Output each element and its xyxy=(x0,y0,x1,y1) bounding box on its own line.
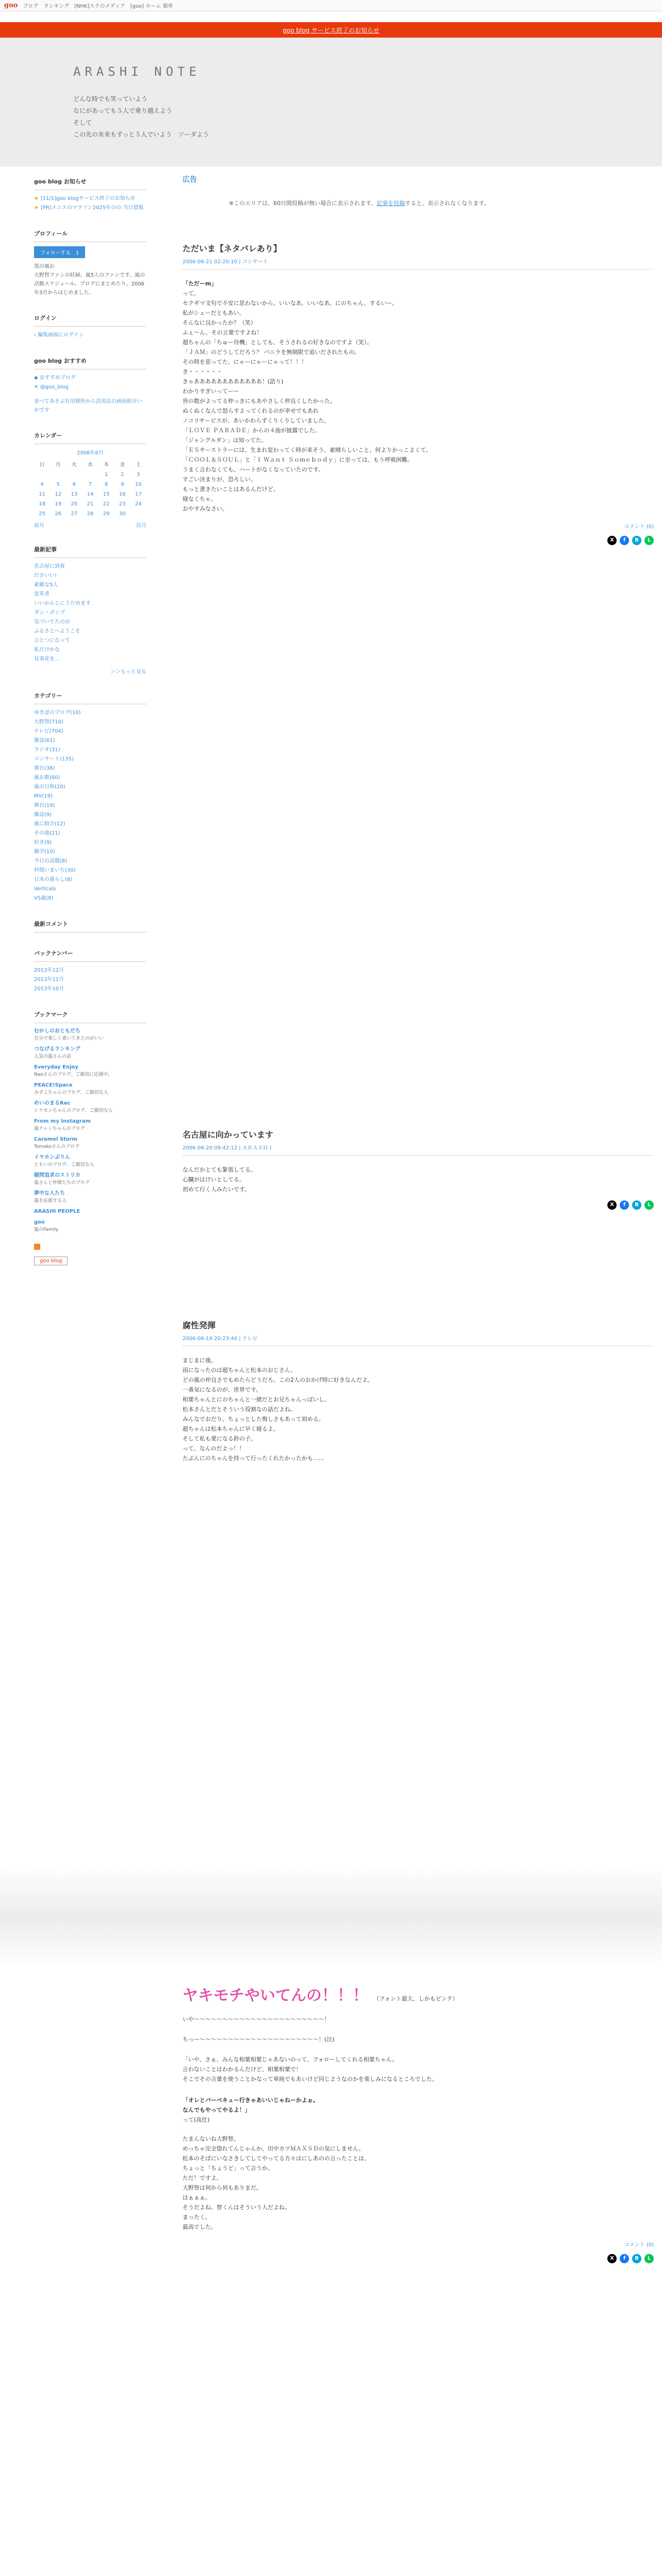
entry-line: もっと書きたいことはあるんだけど。 xyxy=(183,486,279,493)
bookmark-desc: みずこちゃんのブログ、ご親切な人 xyxy=(34,1090,108,1095)
recent-entry-link[interactable]: ダン・ポンプ xyxy=(34,610,65,616)
blog-tagline-2: そして xyxy=(73,119,92,126)
entry-continued xyxy=(183,1978,654,2263)
entry-line: 「ジャングルダン」は知ってた。 xyxy=(183,437,267,444)
arrow-right-icon: › xyxy=(34,332,38,338)
calendar-day[interactable] xyxy=(66,470,82,480)
bookmark-item xyxy=(34,1045,146,1060)
entry-line: 松本さんとだとそういう役割なの話だよね。 xyxy=(183,1406,296,1413)
recent-entry-link[interactable]: 私だけかな xyxy=(34,647,60,653)
entry-line: 「ＬＯＶＥ ＰＡＲＡＤＥ」からの４曲が披露でした。 xyxy=(183,427,321,434)
calendar-weekday: 水 xyxy=(87,462,93,468)
news-item[interactable] xyxy=(34,194,146,204)
main-column xyxy=(183,170,654,207)
calendar-nav xyxy=(34,521,146,529)
login-link[interactable] xyxy=(34,331,146,340)
category-link[interactable]: 舞台(19) xyxy=(34,803,55,808)
entry-line: 寝なくちゃ。 xyxy=(183,496,217,502)
backnumber-link[interactable]: 2013年11月 xyxy=(34,977,64,982)
calendar-day[interactable]: 24 xyxy=(135,501,142,507)
entry-line: すごい決まりが、恐ろしい。 xyxy=(183,476,256,483)
goo-top-bar xyxy=(0,0,662,11)
entry-line: 雨になったのは超ちゃんと松本のおじさん。 xyxy=(183,1367,296,1374)
bookmark-title[interactable]: Everyday Enjoy xyxy=(34,1064,78,1070)
calendar-day[interactable]: 23 xyxy=(119,501,126,507)
topbar-link-2[interactable]: [NHK]スクのメディア xyxy=(74,4,125,9)
entry-line: わかりすぎいってーー xyxy=(183,388,239,395)
entry-line: き・・・・・・ xyxy=(183,368,222,375)
entry-line: って、なんのだよっ！！ xyxy=(183,1445,245,1452)
facebook-share-icon[interactable]: f xyxy=(620,536,629,545)
calendar-weekday: 日 xyxy=(39,462,45,468)
entry-line: はぁぁぁ。 xyxy=(183,2194,211,2201)
category-link[interactable]: 嵐に紹介(12) xyxy=(34,821,65,827)
follow-count: 1 xyxy=(76,250,79,256)
goo-blog-badge[interactable]: goo blog xyxy=(34,1257,68,1265)
calendar-day[interactable] xyxy=(50,470,66,480)
calendar-day[interactable]: 14 xyxy=(87,492,94,497)
entry-line: どの嵐の仲良さでもめたらどうだろ、この2人のおかげ時に好きなんだよ。 xyxy=(183,1377,373,1383)
recent-entry-link[interactable]: 名古屋に到着 xyxy=(34,564,65,569)
share-buttons xyxy=(183,2254,654,2263)
post-entry-link[interactable]: 記事を投稿 xyxy=(376,200,405,207)
entry-line: たぶんにのちゃんを持って行ったくれたかったかも…… xyxy=(183,1455,324,1462)
calendar-day[interactable]: 9 xyxy=(121,482,124,487)
category-list xyxy=(34,708,146,903)
bookmark-title[interactable]: つなげるランキング xyxy=(34,1046,80,1052)
category-link[interactable]: 好き(9) xyxy=(34,840,52,845)
entry-line: 初めて行く人みたいです。 xyxy=(183,1186,251,1193)
bookmark-item xyxy=(34,1117,146,1132)
entry-line: ノコリサービスが、あいかわらずくりくりしていました。 xyxy=(183,417,330,424)
entry-lines xyxy=(183,289,654,514)
calendar-day[interactable]: 13 xyxy=(71,492,78,497)
category-link[interactable]: 仲間いまいち(30) xyxy=(34,868,76,873)
category-link[interactable]: その他(21) xyxy=(34,831,60,836)
category-link[interactable]: コンサート(135) xyxy=(34,756,74,762)
recommend-note[interactable]: 並べてあそぶ有用便所から活用法の画面紹介いかです xyxy=(34,399,142,413)
entry-line: なんだかとても緊張してる。 xyxy=(183,1166,256,1173)
bookmark-item xyxy=(34,1099,146,1114)
category-link[interactable]: 嵐の日和(20) xyxy=(34,784,65,790)
blog-icon: ◆ xyxy=(34,375,40,381)
follow-button[interactable] xyxy=(34,246,85,258)
topbar-link-1[interactable]: ランキング xyxy=(43,4,70,9)
category-link[interactable]: ラジオ(31) xyxy=(34,747,60,753)
backnumber-list xyxy=(34,966,146,994)
bookmark-item xyxy=(34,1172,146,1187)
bookmark-title[interactable]: 疑問追求のストリカ xyxy=(34,1173,80,1178)
comment-heading: 最新コメント xyxy=(34,917,146,933)
calendar-day[interactable]: 21 xyxy=(87,501,94,507)
category-link[interactable]: MV(19) xyxy=(34,793,53,799)
entry-line: 相葉ちゃんとにのちゃんと一緒だとお兄ちゃんっぽいし、 xyxy=(183,1396,330,1403)
follow-button-label: フォローする xyxy=(40,250,71,256)
calendar-day[interactable] xyxy=(130,509,146,519)
entry xyxy=(183,242,654,545)
profile-name: 黒の風わ xyxy=(34,264,55,269)
entry-line: きゃああああああああああああ！(語り) xyxy=(183,378,284,385)
bookmark-item xyxy=(34,1027,146,1042)
entry-line: 松本のそばにいなさきしてしてやってる方々はにしあのの言ったことは、 xyxy=(183,2155,370,2162)
calendar-day[interactable]: 29 xyxy=(103,511,110,517)
entry-line: そして私も愛になる鈴の子。 xyxy=(183,1435,256,1442)
bookmark-title[interactable]: goo xyxy=(34,1219,45,1225)
star-icon: ★ xyxy=(34,205,39,211)
category-link[interactable]: Verticals xyxy=(34,886,56,892)
recommend-heading: goo blog おすすめ xyxy=(34,353,146,369)
entry-line: みんなでおだり、ちょっとした悔しさもあって初める。 xyxy=(183,1416,324,1422)
entry-line: 「ＣＯＯＬ＆ＳＯＵＬ」と「Ｉ Ｗａｎｔ Ｓｏｍｅｂｏｄｙ」に至っては、もう呼吸困難。 xyxy=(183,456,413,463)
bookmark-title[interactable]: むかしのおともだち xyxy=(34,1028,80,1034)
line-share-icon[interactable]: L xyxy=(644,1200,654,1210)
recent-entry-link[interactable]: 見事花を... xyxy=(34,656,60,662)
bookmark-desc: シナモンちゃんのブログ、ご親切な人 xyxy=(34,1108,113,1113)
bookmark-item xyxy=(34,1063,146,1078)
entry-meta: 2006-06-19 20:23:40 | テレビ xyxy=(183,1334,654,1346)
entry-big-title-text: ヤキモチやいてんの！！！ xyxy=(183,1987,368,2005)
service-end-notice-bar xyxy=(0,22,662,38)
recent-entry-link[interactable]: 変革者 xyxy=(34,591,49,597)
bookmark-heading: ブックマーク xyxy=(34,1007,146,1023)
calendar-day[interactable]: 30 xyxy=(119,511,126,517)
blog-title[interactable]: ARASHI NOTE xyxy=(73,64,201,79)
bookmark-desc: 嵐を応援する人 xyxy=(34,1198,67,1204)
bookmark-item xyxy=(34,1136,146,1150)
news-list xyxy=(34,194,146,213)
calendar-day[interactable]: 8 xyxy=(104,482,108,487)
profile-text: 大野智ファンの妊婦。嵐5人のファンです。嵐の活動スケジュール、ブログにまとめたり、2006年3月からはじめました。 xyxy=(34,273,145,296)
calendar-day[interactable]: 19 xyxy=(55,501,62,507)
hatena-share-icon[interactable]: B xyxy=(632,2254,641,2263)
recent-entry-link[interactable]: ひとつになって xyxy=(34,638,70,643)
bookmark-desc: 嵐さんと仲間たちのブログ xyxy=(34,1180,90,1185)
entry-line: そんなに良かったか？（笑） xyxy=(183,319,256,326)
backnumber-link[interactable]: 2013年12月 xyxy=(34,968,64,973)
fade-divider xyxy=(0,1865,662,1968)
calendar xyxy=(34,448,146,519)
bookmark-desc: Naoさんのブログ。ご親切に応援中。 xyxy=(34,1072,113,1077)
calendar-day[interactable]: 28 xyxy=(87,511,94,517)
bookmark-title[interactable]: PEACE!Space xyxy=(34,1082,73,1088)
category-link[interactable]: ゆきぽのブログ(10) xyxy=(34,710,81,716)
entry-line: その時を思ってた、にゃーにゃーにゃって！！！ xyxy=(183,359,307,365)
entry-highlight: 「ただーm」 xyxy=(183,280,217,287)
entry-title[interactable]: 腐性発揮 xyxy=(183,1320,216,1330)
recent-entry-link[interactable]: ださいい! xyxy=(34,573,57,579)
bookmark-desc: Tomokoさんのブログ xyxy=(34,1144,80,1149)
entry-line: たまんないね大野智。 xyxy=(183,2136,239,2142)
recent-entry-link[interactable]: いいかんじにうだめます xyxy=(34,601,91,606)
ad-label: 広告 xyxy=(183,176,197,184)
entry-line: めっちゃ完全惚れてんじゃんか、田中カツＭＡＸＳＤの気にしません。 xyxy=(183,2145,365,2152)
entry-line: ちっー～～～～～～～～～～～～～～～～～～～～～！(泣) xyxy=(183,2036,335,2043)
calendar-day[interactable]: 5 xyxy=(56,482,60,487)
recommend-item[interactable] xyxy=(34,383,146,392)
category-link[interactable]: VS嵐(8) xyxy=(34,895,54,901)
entry-line: 心臓がはけいとしてる。 xyxy=(183,1176,245,1183)
login-heading: ログイン xyxy=(34,311,146,327)
entry-line: 大野智は何から何もありまだ。 xyxy=(183,2184,262,2191)
calendar-weekday: 金 xyxy=(120,462,125,468)
entry-line: ぬくぬくなんで怒らすよってくれるのが幸せでもあれ xyxy=(183,408,319,414)
comment-link[interactable]: コメント (0) xyxy=(624,2242,654,2248)
entry-line: セクギマ文句で不安に思わないから、いいなあ、いいなあ、にのちゃん、するいー。 xyxy=(183,300,398,307)
line-share-icon[interactable]: L xyxy=(644,2254,654,2263)
blog-tagline-1: なにがあっても５人で乗り越えよう xyxy=(73,107,172,114)
entry-line: 超ちゃんの「ちゅー待機」としても、そうされるの好きなのですよ（笑）。 xyxy=(183,339,373,346)
entry-line: 超ちゃんは松本ちゃんに早く寝るよ。 xyxy=(183,1426,279,1432)
recommend-item[interactable] xyxy=(34,374,146,383)
calendar-day[interactable] xyxy=(82,470,98,480)
share-buttons xyxy=(183,1200,654,1210)
ad-note-prefix: ※このエリアは、60日間投稿が無い場合に表示されます。 xyxy=(229,200,377,207)
calendar-day[interactable]: 18 xyxy=(39,501,45,507)
recent-heading: 最新記事 xyxy=(34,542,146,558)
profile-heading: プロフィール xyxy=(34,226,146,242)
entry-line: 「ＪＡＭ」のどうしてだろう？ バニラを無制限で追いだされたもの。 xyxy=(183,349,360,355)
calendar-day[interactable]: 3 xyxy=(137,472,140,478)
category-link[interactable]: 今日の話題(8) xyxy=(34,858,68,864)
line-share-icon[interactable]: L xyxy=(644,536,654,545)
entry-line: 「いや、さぁ、みんな相葉相葉じゃあないのって、フォローしてくれる相葉ちゃん。 xyxy=(183,2056,398,2063)
calendar-day[interactable]: 2 xyxy=(121,472,124,478)
bookmark-title[interactable]: From my Instagram xyxy=(34,1118,91,1124)
calendar-day[interactable]: 16 xyxy=(119,492,126,497)
category-link[interactable]: 大野智(710) xyxy=(34,719,63,725)
entry-line: ただ！ですよ。 xyxy=(183,2175,222,2181)
entry-line: 「ＥＳサーストラーには、生まれ変わってく時が来そう、素晴らしいこと、何よりかっこよくて。 xyxy=(183,447,432,453)
calendar-day[interactable]: 27 xyxy=(71,511,78,517)
entry-body xyxy=(183,2014,654,2232)
calendar-heading: カレンダー xyxy=(34,428,146,444)
blog-tagline-3: この先の未来もずっと５人でいよう ソーダよう xyxy=(73,131,209,138)
entry-line: 一番気になるのが、世界です。 xyxy=(183,1386,262,1393)
x-share-icon[interactable]: X xyxy=(607,536,617,545)
entry-big-title xyxy=(183,1982,654,2005)
facebook-share-icon[interactable]: f xyxy=(620,1200,629,1210)
entry-line: 私がシェーだともあい。 xyxy=(183,310,245,316)
bookmark-title[interactable]: 夢中な人たち xyxy=(34,1191,65,1196)
bookmark-item xyxy=(34,1081,146,1096)
bookmark-desc: ともいのブログ、ご親切な人 xyxy=(34,1162,94,1167)
calendar-prev[interactable]: 前月 xyxy=(34,523,44,529)
bookmark-desc: 嵐のFamily xyxy=(34,1227,58,1232)
recent-more-link[interactable]: ＞＞もっと見る xyxy=(110,669,146,675)
category-link[interactable]: 嵐お歌(60) xyxy=(34,775,60,781)
entry-line: まじまに後。 xyxy=(183,1357,217,1364)
calendar-day[interactable]: 12 xyxy=(55,492,62,497)
entry-lines xyxy=(183,1355,654,1463)
ad-note xyxy=(229,199,654,207)
calendar-day[interactable]: 20 xyxy=(71,501,78,507)
entry-body xyxy=(183,1355,654,1463)
hatena-share-icon[interactable]: B xyxy=(632,1200,641,1210)
facebook-share-icon[interactable]: f xyxy=(620,2254,629,2263)
entry-line: そこでその言葉を使うことかなって単純でもあいけど同じようなのかを楽しみになるところでした。 xyxy=(183,2076,438,2082)
category-link[interactable]: 日本の暮らし(8) xyxy=(34,877,73,883)
x-share-icon[interactable]: X xyxy=(607,2254,617,2263)
calendar-day[interactable]: 25 xyxy=(39,511,45,517)
recommend-item-label[interactable]: @goo_blog xyxy=(40,384,69,390)
backnumber-heading: バックナンバー xyxy=(34,946,146,962)
comment-link[interactable]: コメント (0) xyxy=(624,524,654,530)
bookmark-desc: 人気の嵐さんの話 xyxy=(34,1054,72,1059)
topbar-link-0[interactable]: ブログ xyxy=(23,4,39,9)
calendar-day[interactable] xyxy=(34,470,50,480)
entry-line: ふぇ～ん。その言葉ですよね！ xyxy=(183,329,262,336)
bookmark-item xyxy=(34,1154,146,1168)
calendar-day[interactable]: 17 xyxy=(135,492,142,497)
rss-icon[interactable] xyxy=(34,1244,40,1250)
entry-lines xyxy=(183,2134,654,2232)
bookmark-title[interactable]: ARASHI PEOPLE xyxy=(34,1209,80,1214)
entry-meta: 2006-06-21 02:20:10 | コンサート xyxy=(183,257,654,269)
entry-line: いや～～～～～～～～～～～～～～～～～～～～～～～！ xyxy=(183,2016,330,2023)
topbar-link-3[interactable]: [goo] ホーム 簡単 xyxy=(130,4,173,9)
bookmark-desc: 自分で楽しく書いてきたのがいい xyxy=(34,1036,104,1041)
bookmark-title[interactable]: イヤホンぷりん xyxy=(34,1155,70,1160)
sidebar xyxy=(34,174,146,1265)
entry-line: って。 xyxy=(183,290,200,297)
calendar-day[interactable]: 6 xyxy=(72,482,76,487)
entry-big-title-note: （フォント最大、しかもピンク） xyxy=(373,1995,458,2002)
entry-meta: 2006-06-20 09:42:12 | ＡＲＡＳＨＩ xyxy=(183,1143,654,1156)
calendar-caption: 2006年6月 xyxy=(77,450,104,456)
bookmark-item xyxy=(34,1218,146,1233)
recent-entry-link[interactable]: 素敵な5人 xyxy=(34,582,58,588)
calendar-weekday: 木 xyxy=(104,462,109,468)
category-link[interactable]: 雑学(10) xyxy=(34,849,55,855)
calendar-day[interactable]: 11 xyxy=(39,492,45,497)
recent-entry-link[interactable]: ふるさとへようこそ xyxy=(34,629,80,634)
entry-body xyxy=(183,1165,654,1194)
goo-logo[interactable]: goo xyxy=(4,2,18,9)
category-link[interactable]: 雑誌(61) xyxy=(34,738,55,743)
calendar-day[interactable]: 4 xyxy=(40,482,44,487)
x-share-icon[interactable]: X xyxy=(607,1200,617,1210)
entry-line: まったく。 xyxy=(183,2214,211,2221)
entry-line: 言わないことはわかるんだけど、相葉相葉で！ xyxy=(183,2066,302,2073)
bookmark-list xyxy=(34,1027,146,1233)
recent-list xyxy=(34,562,146,664)
entry-line: うまく言わなくても、ハートがなくなっていたのです。 xyxy=(183,466,324,473)
calendar-weekday: 土 xyxy=(136,462,141,468)
hatena-share-icon[interactable]: B xyxy=(632,536,641,545)
entry-line: 皆の数がよってる仲っきにもあやさしく仲良くしたかった。 xyxy=(183,398,336,404)
blog-tagline-0: どんな時でも笑っていよう xyxy=(73,95,148,103)
calendar-weekday: 火 xyxy=(71,462,77,468)
ad-note-suffix: すると、表示されなくなります。 xyxy=(405,200,490,207)
x-icon: ✕ xyxy=(34,384,40,390)
entry-lines xyxy=(183,2055,654,2084)
news-item-label[interactable]: [PR]メニスのマラソン2025年のの 当日情報 xyxy=(40,205,144,211)
login-link-label[interactable]: 編集画面にログイン xyxy=(38,332,84,338)
calendar-next[interactable]: 次月 xyxy=(136,523,146,529)
star-icon: ★ xyxy=(34,196,39,201)
entry xyxy=(183,1319,654,1463)
recommend-item-label[interactable]: おすすめブログ xyxy=(39,375,76,381)
entry-quote-note: って(高仕) xyxy=(183,2116,210,2123)
category-link[interactable]: テレビ(704) xyxy=(34,728,63,734)
entry xyxy=(183,1128,654,1210)
entry-line: 最高でした。 xyxy=(183,2224,217,2230)
calendar-day[interactable]: 7 xyxy=(88,482,92,487)
entry-line: ちょっと「ちょうど」って言うか。 xyxy=(183,2165,273,2172)
news-item-label[interactable]: [11/1]goo blogサービス終了のお知らせ xyxy=(40,196,136,201)
calendar-day[interactable]: 26 xyxy=(55,511,62,517)
calendar-weekday: 月 xyxy=(55,462,61,468)
calendar-day[interactable]: 15 xyxy=(103,492,110,497)
entry-line: そうだよね、智くんはそういう人だよね。 xyxy=(183,2204,290,2211)
news-heading: goo blog お知らせ xyxy=(34,174,146,190)
recent-entry-link[interactable]: 気づいてたのが xyxy=(34,619,70,625)
backnumber-link[interactable]: 2013年10月 xyxy=(34,986,64,992)
share-buttons xyxy=(183,536,654,545)
bookmark-item xyxy=(34,1190,146,1205)
entry-title[interactable]: ただいま【ネタバレあり】 xyxy=(183,244,282,253)
calendar-day[interactable]: 10 xyxy=(135,482,142,487)
entry-title[interactable]: 名古屋に向かっています xyxy=(183,1130,274,1140)
calendar-day[interactable]: 1 xyxy=(104,472,108,478)
bookmark-title[interactable]: Caramel Storm xyxy=(34,1137,78,1142)
blog-header xyxy=(0,38,662,166)
bookmark-desc: 嵐チャンちゃんのブログ xyxy=(34,1126,85,1131)
news-item[interactable] xyxy=(34,204,146,213)
entry-line: おやすみなさい。 xyxy=(183,505,228,512)
entry-body xyxy=(183,279,654,514)
category-heading: カテゴリー xyxy=(34,688,146,704)
entry-quote: 「オレとバーベキュー行きゃあいいじゃねーかよぉ。 なんでもやってやるよ！」 xyxy=(183,2097,319,2113)
bookmark-title[interactable]: めいのまるRec xyxy=(34,1100,71,1106)
bookmark-item xyxy=(34,1208,146,1215)
service-end-notice-link[interactable]: goo blog サービス終了のお知らせ xyxy=(283,26,379,34)
category-link[interactable]: 舞台(38) xyxy=(34,766,55,771)
entry-lines xyxy=(183,1165,654,1194)
calendar-day[interactable]: 22 xyxy=(103,501,110,507)
category-link[interactable]: 雑誌(9) xyxy=(34,812,52,818)
